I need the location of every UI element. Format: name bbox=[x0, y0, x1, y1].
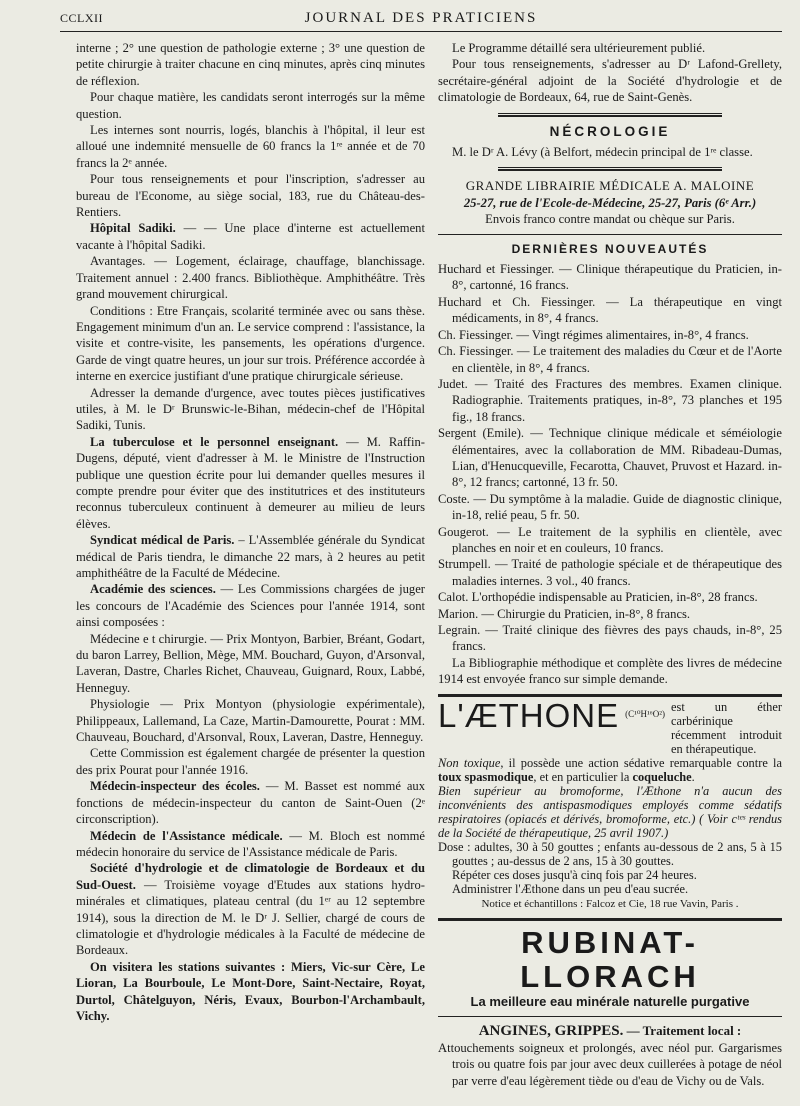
journal-title: JOURNAL DES PRATICIENS bbox=[304, 10, 538, 26]
book-entry: Strumpell. — Traité de pathologie spéciale et de thérapeutique des maladies internes. 3 vol., 40 francs. bbox=[438, 557, 782, 588]
news-item-inspecteur bbox=[76, 778, 425, 827]
running-head bbox=[60, 10, 782, 32]
bookshop-address: 25-27, rue de l'Ecole-de-Médecine, 25-27, Paris (6ᵉ Arr.) bbox=[463, 195, 757, 210]
news-item-assistance bbox=[76, 828, 425, 861]
book-entry: Ch. Fiessinger. — Le traitement des maladies du Cœur et de l'Aorte en clientèle, in 8°, 4 francs. bbox=[438, 344, 782, 375]
aethone-brand: L'ÆTHONE bbox=[438, 696, 620, 734]
book-entry: Coste. — Du symptôme à la maladie. Guide de diagnostic clinique, in-18, relié peau, 5 fr. 50. bbox=[438, 491, 782, 523]
section-divider bbox=[498, 167, 722, 171]
aethone-headline: est un éther carbérinique récemment introduit en thérapeutique. bbox=[671, 699, 782, 756]
advert-rule bbox=[438, 1016, 782, 1017]
news-item-syndicat bbox=[76, 532, 425, 581]
text-run: coqueluche bbox=[632, 769, 692, 784]
bookshop-note: Envois franco contre mandat ou chèque sur Paris. bbox=[485, 212, 735, 227]
advert-rubinat bbox=[438, 926, 782, 1010]
aethone-comparison: Bien supérieur au bromoforme, l'Æthone n'a aucun des inconvénients des antispasmodiques employés comme sédatifs respiratoires (opiacés et dérivés, bromoforme, etc.) ( Voir cᵗᵉˢ rendus de la Société de thérapeutique, 25 avril 1907.) bbox=[438, 783, 782, 840]
intro-paragraph: interne ; 2° une question de pathologie externe ; 3° une question de petite chirurgie à traiter chacune en cinq minutes, après cinq minutes de réflexion. bbox=[76, 41, 425, 88]
aethone-repeat: Répéter ces doses jusqu'à cinq fois par 24 heures. bbox=[452, 867, 697, 882]
text-run: Non toxique bbox=[438, 755, 501, 770]
text-run: , il possède une action sédative remarquable contre la bbox=[500, 755, 782, 770]
news-heading: Académie des sciences. bbox=[90, 582, 216, 597]
section-divider bbox=[498, 113, 722, 117]
paragraph: Médecine e t chirurgie. — Prix Montyon, Barbier, Bréant, Godart, du baron Larrey, Bellion, Mège, MM. Bouchard, Guyon, d'Arsonval, Laveran, Dastre, Charles Richet, Chauveau, Guignard, Roux, Labbé, Henneguy. bbox=[76, 631, 425, 695]
paragraph: Pour chaque matière, les candidats seront interrogés sur la même question. bbox=[76, 90, 425, 121]
paragraph: Physiologie — Prix Montyon (physiologie expérimentale), Philippeaux, Lallemand, La Caze, Martin-Damourette, Pourat : MM. Chauveau, Bouchard, d'Arsonval, Roux, Laveran, Dastre, Henneguy. bbox=[76, 697, 425, 745]
news-heading: Médecin de l'Assistance médicale. bbox=[90, 828, 283, 843]
news-heading: Syndicat médical de Paris. bbox=[90, 533, 235, 548]
aethone-notice: Notice et échantillons : Falcoz et Cie, 18 rue Vavin, Paris . bbox=[481, 897, 739, 910]
news-text: — Troisième voyage d'Etudes aux stations hydro-minérales et climatiques, plateau central (du 1ᵉʳ au 12 septembre 1914), sous la direction de M. le Dʳ J. Sellier, chargé de cours de climatologie et d'hydrologie médicales à la Faculté de médecine de Bordeaux. bbox=[76, 877, 425, 958]
news-item-academie bbox=[76, 581, 425, 630]
news-text: — Les Commissions chargées de juger les concours de l'Académie des Sciences pour l'année 1914, sont ainsi composées : bbox=[76, 582, 425, 630]
paragraph: Le Programme détaillé sera ultérieurement publié. bbox=[452, 41, 706, 55]
book-entry: Ch. Fiessinger. — Vingt régimes alimentaires, in-8°, 4 francs. bbox=[438, 327, 749, 342]
bookshop-title: GRANDE LIBRAIRIE MÉDICALE A. MALOINE bbox=[465, 178, 755, 194]
news-item-sadiki bbox=[76, 220, 425, 253]
bibliography-note: La Bibliographie méthodique et complète des livres de médecine 1914 est envoyée franco sur simple demande. bbox=[438, 655, 782, 687]
necrology-title: NÉCROLOGIE bbox=[549, 123, 671, 139]
text-run: . bbox=[691, 769, 695, 784]
paragraph: Pour tous renseignements et pour l'inscription, s'adresser au bureau de l'Econome, au siège social, 183, rue du Château-des-Rentiers. bbox=[76, 172, 425, 220]
news-heading: Hôpital Sadiki. bbox=[90, 221, 176, 236]
left-column bbox=[76, 40, 425, 1024]
news-text: — M. Basset est nommé aux fonctions de médecin-inspecteur du canton de Saint-Ouen (2ᵉ circonscription). bbox=[76, 779, 425, 827]
angines-subtitle: — Traitement local : bbox=[623, 1023, 742, 1039]
book-entry: Judet. — Traité des Fractures des membres. Examen clinique. Radiographie. Traitements pratiques, in-8°, 73 planches et 195 fig., 18 francs. bbox=[438, 376, 782, 424]
right-column bbox=[438, 40, 782, 1089]
book-entry: Legrain. — Traité clinique des fièvres des pays chauds, in-8°, 25 francs. bbox=[438, 623, 782, 654]
book-entry: Marion. — Chirurgie du Praticien, in-8°, 8 francs. bbox=[438, 606, 691, 621]
book-entry: Gougerot. — Le traitement de la syphilis en clientèle, avec planches en noir et en couleurs, 10 francs. bbox=[438, 524, 782, 555]
aethone-administer: Administrer l'Æthone dans un peu d'eau sucrée. bbox=[452, 881, 689, 896]
rubinat-brand: RUBINAT-LLORACH bbox=[520, 925, 700, 995]
paragraph: Les internes sont nourris, logés, blanchis à l'hôpital, il leur est alloué une indemnité mensuelle de 60 francs la 1ʳᵉ année et de 70 francs la 2ᵉ année. bbox=[76, 123, 425, 170]
aethone-properties bbox=[438, 756, 782, 784]
news-heading: La tuberculose et le personnel enseignant. bbox=[90, 434, 339, 449]
angines-title: ANGINES, GRIPPES. bbox=[478, 1023, 624, 1040]
paragraph: Cette Commission est également chargée de présenter la question des prix Pourat pour l'année 1916. bbox=[76, 746, 425, 777]
news-text: – L'Assemblée générale du Syndicat médical de Paris tiendra, le dimanche 22 mars, à 2 heures au petit amphithéâtre de la Faculté de Médecine. bbox=[76, 533, 425, 580]
book-entry: Huchard et Ch. Fiessinger. — La thérapeutique en vingt médicaments, in 8°, 4 francs. bbox=[438, 294, 782, 326]
necrology-text: M. le Dʳ A. Lévy (à Belfort, médecin principal de 1ʳᵉ classe. bbox=[452, 145, 753, 160]
angines-text: Attouchements soigneux et prolongés, avec néol pur. Gargarismes trois ou quatre fois par jour avec deux cuillerées à potage de néol par verre d'eau légèrement tiède ou d'eau de Vichy ou de Vals. bbox=[438, 1040, 782, 1088]
text-run: , et en particulier la bbox=[533, 769, 633, 784]
news-heading: Société d'hydrologie et de climatologie de Bordeaux et du Sud-Ouest. bbox=[76, 861, 425, 892]
paragraph: Adresser la demande d'urgence, avec toutes pièces justificatives utiles, à M. le Dʳ Brunswic-le-Bihan, médecin-chef de l'Hôpital Sadiki, Tunis. bbox=[76, 385, 425, 433]
news-text: — M. Raffin-Dugens, député, vient d'adresser à M. le Ministre de l'Instruction publique une question écrite pour lui demander quelles mesures il compte prendre pour éviter que des institutrices et des instituteurs reconnus tuberculeux continuent à demeurer au milieu de leurs élèves. bbox=[76, 434, 425, 531]
paragraph: Conditions : Etre Français, scolarité terminée avec ou sans thèse. Engagement minimum d'un an. Le service comprend : l'assistance, la visite et contre-visite, les pansements, les opérations d'urgence. Garde de vingt quatre heures, un jour sur trois. Préférence accordée à interne en exercice justifiant d'une pratique chirurgicale sérieuse. bbox=[76, 303, 425, 384]
new-releases-title: DERNIÈRES NOUVEAUTÉS bbox=[511, 241, 709, 256]
news-item-societe bbox=[76, 860, 425, 958]
advert-rule bbox=[438, 918, 782, 922]
paragraph: Avantages. — Logement, éclairage, chauffage, blanchissage. Traitement annuel : 2.400 francs. Bibliothèque. Amphithéâtre. Très grand mouvement chirurgical. bbox=[76, 254, 425, 302]
news-heading: Médecin-inspecteur des écoles. bbox=[90, 779, 260, 794]
book-entry: Calot. L'orthopédie indispensable au Praticien, in-8°, 28 francs. bbox=[438, 590, 758, 605]
news-text: — M. Bloch est nommé médecin honoraire du service de l'Assistance médicale de Paris. bbox=[76, 828, 426, 859]
section-divider bbox=[438, 234, 782, 235]
stations-list: On visitera les stations suivantes : Miers, Vic-sur Cère, Le Lioran, La Bourboule, Le Mont-Dore, Saint-Nectaire, Royat, Durtol, Châtelguyon, Néris, Evaux, Bourbon-l'Archambault, Vichy. bbox=[76, 959, 425, 1023]
advert-aethone bbox=[438, 696, 782, 912]
advert-neol bbox=[438, 1023, 782, 1089]
news-text: — — Une place d'interne est actuellement vacante à l'hôpital Sadiki. bbox=[76, 221, 425, 252]
angines-heading bbox=[438, 1023, 782, 1039]
rubinat-tagline: La meilleure eau minérale naturelle purgative bbox=[470, 994, 750, 1010]
book-entry: Huchard et Fiessinger. — Clinique thérapeutique du Praticien, in-8°, cartonné, 16 francs. bbox=[438, 262, 782, 293]
text-run: toux spasmodique bbox=[438, 769, 534, 784]
book-list bbox=[438, 261, 782, 655]
aethone-dosage: Dose : adultes, 30 à 50 gouttes ; enfants au-dessous de 2 ans, 5 à 15 gouttes ; au-dessus de 2 ans, 15 à 30 gouttes. bbox=[438, 839, 782, 868]
page-folio: CCLXII bbox=[60, 11, 103, 25]
news-item-tuberculose bbox=[76, 434, 425, 532]
book-entry: Sergent (Emile). — Technique clinique médicale et séméiologie élémentaires, avec la collaboration de MM. Ribadeau-Dumas, Lian, d'Henucqueville, Fecarotta, Chauvet, Pruvost et Hazard. in-8°, 12 francs; cartonné, 13 fr. 50. bbox=[438, 426, 782, 490]
aethone-formula: (C¹⁰H¹⁶O²) bbox=[625, 708, 665, 719]
paragraph: Pour tous renseignements, s'adresser au Dʳ Lafond-Grellety, secrétaire-général adjoint de la Société d'hydrologie et de climatologie de Bordeaux, 64, rue de Saint-Genès. bbox=[438, 57, 782, 105]
